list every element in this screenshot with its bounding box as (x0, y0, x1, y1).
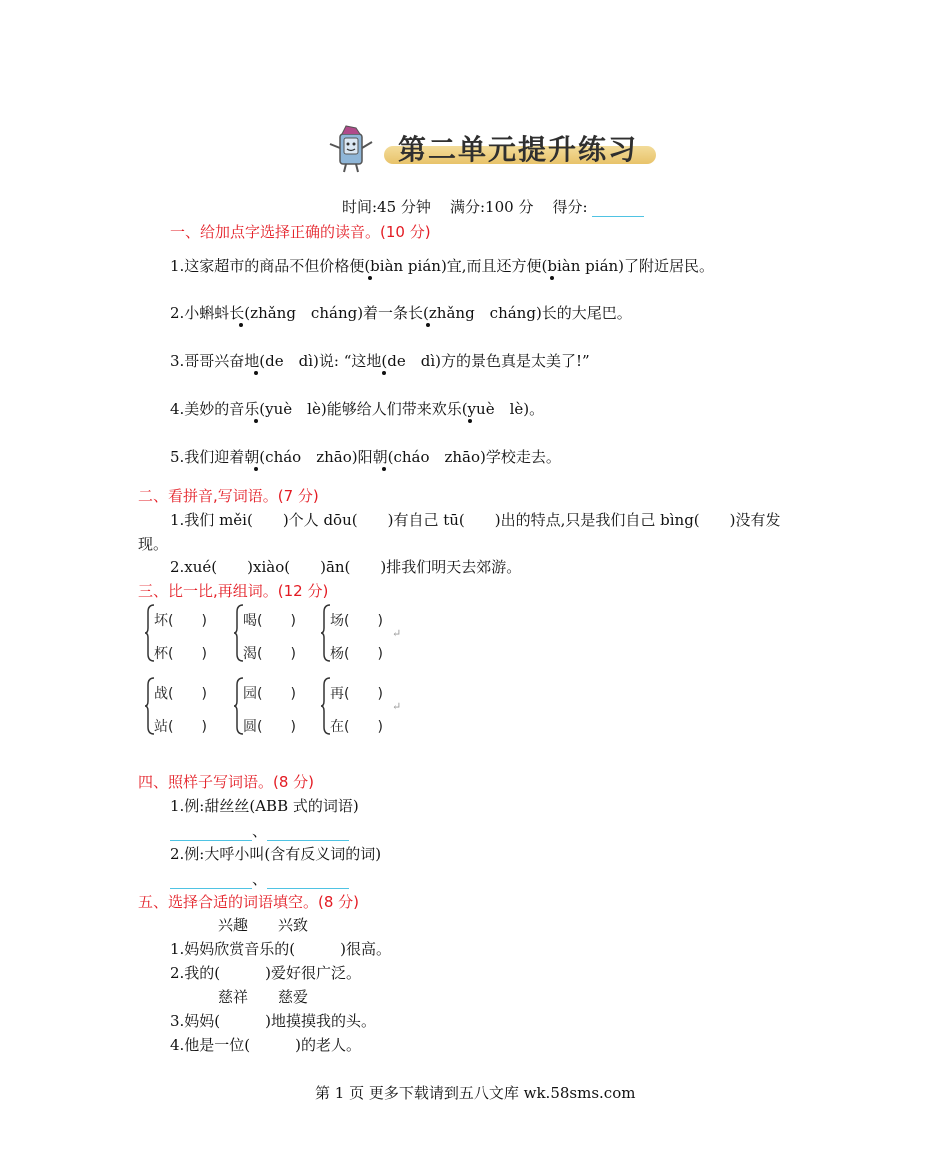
s2-question-2: 2.xué( )xiào( )ān( )排我们明天去郊游。 (170, 558, 522, 576)
time-info: 时间:45 分钟 (342, 198, 431, 216)
s2-question-1-cont: 现。 (138, 535, 169, 553)
emphasis-dot (382, 467, 386, 471)
s4-answer-line-1 (170, 820, 349, 841)
compare-item: 战( ) (154, 686, 207, 702)
s1-question-2: 2.小蝌蚪长(zhǎng cháng)着一条长(zhǎng cháng)长的大尾巴。 (170, 304, 632, 322)
s5-question-3: 3.妈妈( )地摸摸我的头。 (170, 1012, 377, 1030)
answer-blank[interactable] (267, 874, 349, 889)
compare-item: 杨( ) (330, 646, 383, 662)
score-label: 得分: (552, 198, 588, 216)
section-5-heading: 五、选择合适的词语填空。(8 分) (138, 893, 360, 911)
return-mark-icon: ↵ (392, 627, 402, 640)
answer-blank[interactable] (267, 826, 349, 841)
s5-question-4: 4.他是一位( )的老人。 (170, 1036, 362, 1054)
s1-question-1: 1.这家超市的商品不但价格便(biàn pián)宜,而且还方便(biàn pián)了附近居民。 (170, 257, 715, 275)
s2-question-1: 1.我们 měi( )个人 dōu( )有自己 tū( )出的特点,只是我们自己 bìng( )没有发 (170, 511, 781, 529)
compare-item: 在( ) (330, 719, 383, 735)
compare-item: 再( ) (330, 686, 383, 702)
emphasis-dot (550, 276, 554, 280)
compare-item: 场( ) (330, 613, 383, 629)
answer-blank[interactable] (170, 826, 252, 841)
section-1-heading: 一、给加点字选择正确的读音。(10 分) (170, 223, 431, 241)
emphasis-dot (468, 419, 472, 423)
separator: 、 (252, 870, 268, 888)
s1-question-3: 3.哥哥兴奋地(de dì)说: “这地(de dì)方的景色真是太美了!” (170, 352, 590, 370)
emphasis-dot (382, 371, 386, 375)
compare-item: 喝( ) (243, 613, 296, 629)
section-3-heading: 三、比一比,再组词。(12 分) (138, 582, 329, 600)
compare-item: 渴( ) (243, 646, 296, 662)
title-banner (384, 128, 656, 166)
word-choices-2: 慈祥 慈爱 (218, 988, 309, 1006)
book-mascot-icon (326, 122, 376, 174)
word-choices-1: 兴趣 兴致 (218, 916, 309, 934)
compare-item: 园( ) (243, 686, 296, 702)
answer-blank[interactable] (170, 874, 252, 889)
page-footer: 第 1 页 更多下载请到五八文库 wk.58sms.com (315, 1084, 636, 1102)
section-4-heading: 四、照样子写词语。(8 分) (138, 773, 315, 791)
emphasis-dot (368, 276, 372, 280)
s5-question-2: 2.我的( )爱好很广泛。 (170, 964, 362, 982)
s4-question-2: 2.例:大呼小叫(含有反义词的词) (170, 845, 382, 863)
section-2-heading: 二、看拼音,写词语。(7 分) (138, 487, 319, 505)
emphasis-dot (239, 323, 243, 327)
compare-item: 坏( ) (154, 613, 207, 629)
s1-question-5: 5.我们迎着朝(cháo zhāo)阳朝(cháo zhāo)学校走去。 (170, 448, 561, 466)
compare-item: 站( ) (154, 719, 207, 735)
s1-question-4: 4.美妙的音乐(yuè lè)能够给人们带来欢乐(yuè lè)。 (170, 400, 545, 418)
emphasis-dot (254, 419, 258, 423)
page-title: 第二单元提升练习 (398, 133, 639, 166)
score-blank[interactable] (592, 202, 644, 217)
s4-question-1: 1.例:甜丝丝(ABB 式的词语) (170, 797, 359, 815)
full-score-info: 满分:100 分 (450, 198, 534, 216)
separator: 、 (252, 822, 268, 840)
s4-answer-line-2 (170, 868, 349, 889)
return-mark-icon: ↵ (392, 700, 402, 713)
compare-item: 圆( ) (243, 719, 296, 735)
exam-info (342, 196, 644, 217)
s5-question-1: 1.妈妈欣赏音乐的( )很高。 (170, 940, 392, 958)
emphasis-dot (254, 371, 258, 375)
emphasis-dot (254, 467, 258, 471)
compare-item: 杯( ) (154, 646, 207, 662)
emphasis-dot (426, 323, 430, 327)
